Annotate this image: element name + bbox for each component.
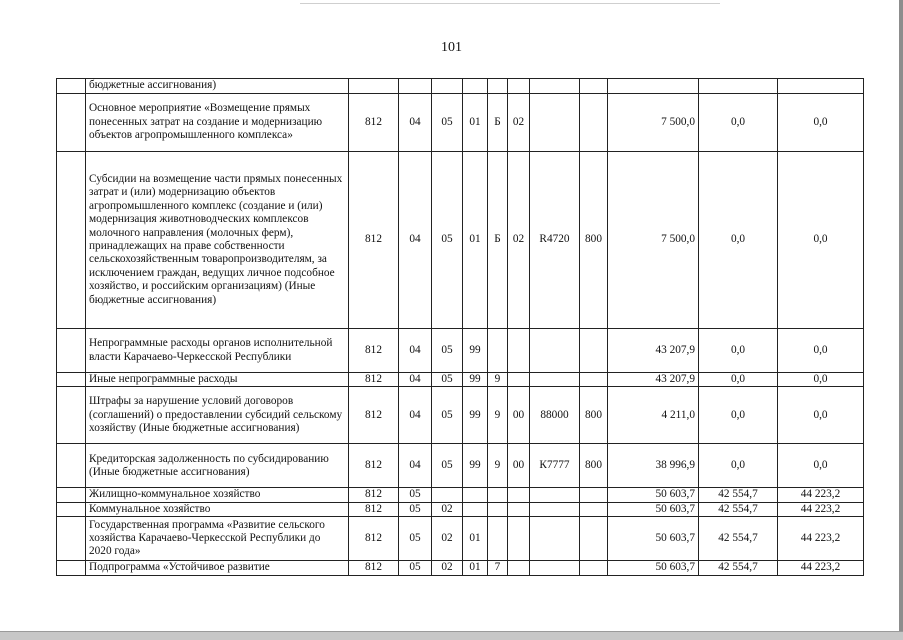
- event-code-cell: 02: [508, 152, 530, 329]
- expense-name-cell: Коммунальное хозяйство: [86, 502, 349, 516]
- table-row: [57, 561, 864, 575]
- grbs-code-cell: [349, 79, 399, 94]
- target-article-code-cell: [530, 373, 580, 387]
- table-row: [57, 444, 864, 488]
- target-article-code-cell: [530, 502, 580, 516]
- table-row: [57, 329, 864, 373]
- expense-name-cell: Государственная программа «Развитие сельского хозяйства Карачаево-Черкесской Республики до 2020 года»: [86, 517, 349, 561]
- program-code-cell: 99: [463, 387, 488, 444]
- section-code-cell: 05: [399, 488, 432, 502]
- amount-year-3-cell: 44 223,2: [778, 561, 864, 575]
- program-code-cell: 01: [463, 561, 488, 575]
- grbs-code-cell: 812: [349, 94, 399, 152]
- scan-artifact-top: [300, 3, 720, 4]
- subsection-code-cell: [432, 488, 463, 502]
- amount-year-1-cell: 50 603,7: [608, 502, 699, 516]
- amount-year-3-cell: 0,0: [778, 152, 864, 329]
- event-code-cell: [508, 373, 530, 387]
- amount-year-1-cell: 50 603,7: [608, 488, 699, 502]
- target-article-code-cell: [530, 329, 580, 373]
- row-number-cell: [57, 502, 86, 516]
- subprogram-code-cell: 9: [488, 387, 508, 444]
- amount-year-3-cell: 0,0: [778, 387, 864, 444]
- event-code-cell: [508, 329, 530, 373]
- event-code-cell: [508, 488, 530, 502]
- expense-name-cell: Подпрограмма «Устойчивое развитие: [86, 561, 349, 575]
- table-row: [57, 79, 864, 94]
- amount-year-2-cell: 0,0: [699, 329, 778, 373]
- expense-type-code-cell: [580, 94, 608, 152]
- grbs-code-cell: 812: [349, 444, 399, 488]
- amount-year-3-cell: 0,0: [778, 444, 864, 488]
- amount-year-1-cell: 50 603,7: [608, 561, 699, 575]
- target-article-code-cell: [530, 94, 580, 152]
- page-number: 101: [441, 40, 462, 55]
- amount-year-1-cell: 7 500,0: [608, 152, 699, 329]
- row-number-cell: [57, 387, 86, 444]
- row-number-cell: [57, 517, 86, 561]
- event-code-cell: [508, 79, 530, 94]
- expense-name-cell: Штрафы за нарушение условий договоров (соглашений) о предоставлении субсидий сельскому хозяйству (Иные бюджетные ассигнования): [86, 387, 349, 444]
- program-code-cell: 99: [463, 329, 488, 373]
- event-code-cell: [508, 561, 530, 575]
- subprogram-code-cell: Б: [488, 94, 508, 152]
- subprogram-code-cell: [488, 502, 508, 516]
- amount-year-2-cell: 0,0: [699, 94, 778, 152]
- amount-year-2-cell: [699, 79, 778, 94]
- program-code-cell: [463, 79, 488, 94]
- grbs-code-cell: 812: [349, 387, 399, 444]
- expense-type-code-cell: [580, 488, 608, 502]
- table-row: [57, 387, 864, 444]
- row-number-cell: [57, 329, 86, 373]
- amount-year-3-cell: [778, 79, 864, 94]
- expense-name-cell: Основное мероприятие «Возмещение прямых понесенных затрат на создание и модернизацию объектов агропромышленного комплекса»: [86, 94, 349, 152]
- target-article-code-cell: 88000: [530, 387, 580, 444]
- amount-year-1-cell: 7 500,0: [608, 94, 699, 152]
- target-article-code-cell: [530, 488, 580, 502]
- subprogram-code-cell: [488, 517, 508, 561]
- target-article-code-cell: R4720: [530, 152, 580, 329]
- target-article-code-cell: К7777: [530, 444, 580, 488]
- subprogram-code-cell: [488, 488, 508, 502]
- amount-year-2-cell: 0,0: [699, 152, 778, 329]
- subsection-code-cell: 05: [432, 329, 463, 373]
- subprogram-code-cell: [488, 79, 508, 94]
- table-body: [57, 79, 864, 576]
- expense-type-code-cell: [580, 79, 608, 94]
- subsection-code-cell: 05: [432, 373, 463, 387]
- section-code-cell: 04: [399, 373, 432, 387]
- amount-year-3-cell: 0,0: [778, 94, 864, 152]
- subsection-code-cell: 05: [432, 444, 463, 488]
- amount-year-1-cell: 43 207,9: [608, 373, 699, 387]
- amount-year-2-cell: 42 554,7: [699, 488, 778, 502]
- table-row: [57, 488, 864, 502]
- section-code-cell: 05: [399, 561, 432, 575]
- expense-name-cell: Жилищно-коммунальное хозяйство: [86, 488, 349, 502]
- expense-type-code-cell: 800: [580, 444, 608, 488]
- section-code-cell: 04: [399, 387, 432, 444]
- grbs-code-cell: 812: [349, 152, 399, 329]
- grbs-code-cell: 812: [349, 517, 399, 561]
- program-code-cell: 99: [463, 373, 488, 387]
- expense-name-cell: Кредиторская задолженность по субсидированию (Иные бюджетные ассигнования): [86, 444, 349, 488]
- grbs-code-cell: 812: [349, 488, 399, 502]
- amount-year-1-cell: 50 603,7: [608, 517, 699, 561]
- row-number-cell: [57, 94, 86, 152]
- amount-year-3-cell: 44 223,2: [778, 488, 864, 502]
- table-row: [57, 502, 864, 516]
- subsection-code-cell: [432, 79, 463, 94]
- event-code-cell: 02: [508, 94, 530, 152]
- subprogram-code-cell: [488, 329, 508, 373]
- expense-type-code-cell: [580, 517, 608, 561]
- amount-year-3-cell: 44 223,2: [778, 502, 864, 516]
- subsection-code-cell: 05: [432, 94, 463, 152]
- section-code-cell: 04: [399, 152, 432, 329]
- amount-year-2-cell: 0,0: [699, 387, 778, 444]
- section-code-cell: 04: [399, 329, 432, 373]
- expense-name-cell: Непрограммные расходы органов исполнительной власти Карачаево-Черкесской Республики: [86, 329, 349, 373]
- amount-year-2-cell: 42 554,7: [699, 502, 778, 516]
- row-number-cell: [57, 488, 86, 502]
- subsection-code-cell: 02: [432, 502, 463, 516]
- event-code-cell: 00: [508, 444, 530, 488]
- event-code-cell: [508, 517, 530, 561]
- amount-year-1-cell: 4 211,0: [608, 387, 699, 444]
- section-code-cell: [399, 79, 432, 94]
- program-code-cell: 01: [463, 517, 488, 561]
- section-code-cell: 05: [399, 517, 432, 561]
- amount-year-1-cell: [608, 79, 699, 94]
- grbs-code-cell: 812: [349, 561, 399, 575]
- expense-type-code-cell: [580, 502, 608, 516]
- subprogram-code-cell: 9: [488, 373, 508, 387]
- table-row: [57, 517, 864, 561]
- section-code-cell: 04: [399, 94, 432, 152]
- amount-year-3-cell: 0,0: [778, 373, 864, 387]
- event-code-cell: 00: [508, 387, 530, 444]
- amount-year-3-cell: 44 223,2: [778, 517, 864, 561]
- program-code-cell: 99: [463, 444, 488, 488]
- expense-type-code-cell: [580, 329, 608, 373]
- grbs-code-cell: 812: [349, 329, 399, 373]
- program-code-cell: [463, 502, 488, 516]
- amount-year-2-cell: 0,0: [699, 444, 778, 488]
- subsection-code-cell: 05: [432, 387, 463, 444]
- subprogram-code-cell: Б: [488, 152, 508, 329]
- amount-year-2-cell: 0,0: [699, 373, 778, 387]
- subsection-code-cell: 02: [432, 517, 463, 561]
- section-code-cell: 04: [399, 444, 432, 488]
- expense-type-code-cell: [580, 561, 608, 575]
- target-article-code-cell: [530, 79, 580, 94]
- expense-type-code-cell: 800: [580, 152, 608, 329]
- amount-year-3-cell: 0,0: [778, 329, 864, 373]
- row-number-cell: [57, 561, 86, 575]
- expense-name-cell: бюджетные ассигнования): [86, 79, 349, 94]
- amount-year-2-cell: 42 554,7: [699, 561, 778, 575]
- row-number-cell: [57, 444, 86, 488]
- subprogram-code-cell: 7: [488, 561, 508, 575]
- program-code-cell: 01: [463, 152, 488, 329]
- table-row: [57, 94, 864, 152]
- grbs-code-cell: 812: [349, 502, 399, 516]
- expense-name-cell: Иные непрограммные расходы: [86, 373, 349, 387]
- amount-year-2-cell: 42 554,7: [699, 517, 778, 561]
- expense-type-code-cell: 800: [580, 387, 608, 444]
- scan-edge-right: [899, 0, 903, 640]
- budget-table: [56, 78, 864, 576]
- amount-year-1-cell: 43 207,9: [608, 329, 699, 373]
- expense-name-cell: Субсидии на возмещение части прямых понесенных затрат и (или) модернизацию объектов агропромышленного комплекс (создание и (или) модернизация животноводческих комплексов молочного направления (молочных ферм), принадлежащих на праве собственности сельскохозяйственным товаропроизводителям, за исключением граждан, ведущих личное подсобное хозяйство, и российским организациям) (Иные бюджетные ассигнования): [86, 152, 349, 329]
- row-number-cell: [57, 152, 86, 329]
- event-code-cell: [508, 502, 530, 516]
- section-code-cell: 05: [399, 502, 432, 516]
- grbs-code-cell: 812: [349, 373, 399, 387]
- target-article-code-cell: [530, 517, 580, 561]
- subprogram-code-cell: 9: [488, 444, 508, 488]
- expense-type-code-cell: [580, 373, 608, 387]
- row-number-cell: [57, 373, 86, 387]
- target-article-code-cell: [530, 561, 580, 575]
- subsection-code-cell: 05: [432, 152, 463, 329]
- amount-year-1-cell: 38 996,9: [608, 444, 699, 488]
- table-row: [57, 373, 864, 387]
- table-row: [57, 152, 864, 329]
- scan-edge-bottom: [0, 632, 903, 640]
- program-code-cell: [463, 488, 488, 502]
- row-number-cell: [57, 79, 86, 94]
- program-code-cell: 01: [463, 94, 488, 152]
- subsection-code-cell: 02: [432, 561, 463, 575]
